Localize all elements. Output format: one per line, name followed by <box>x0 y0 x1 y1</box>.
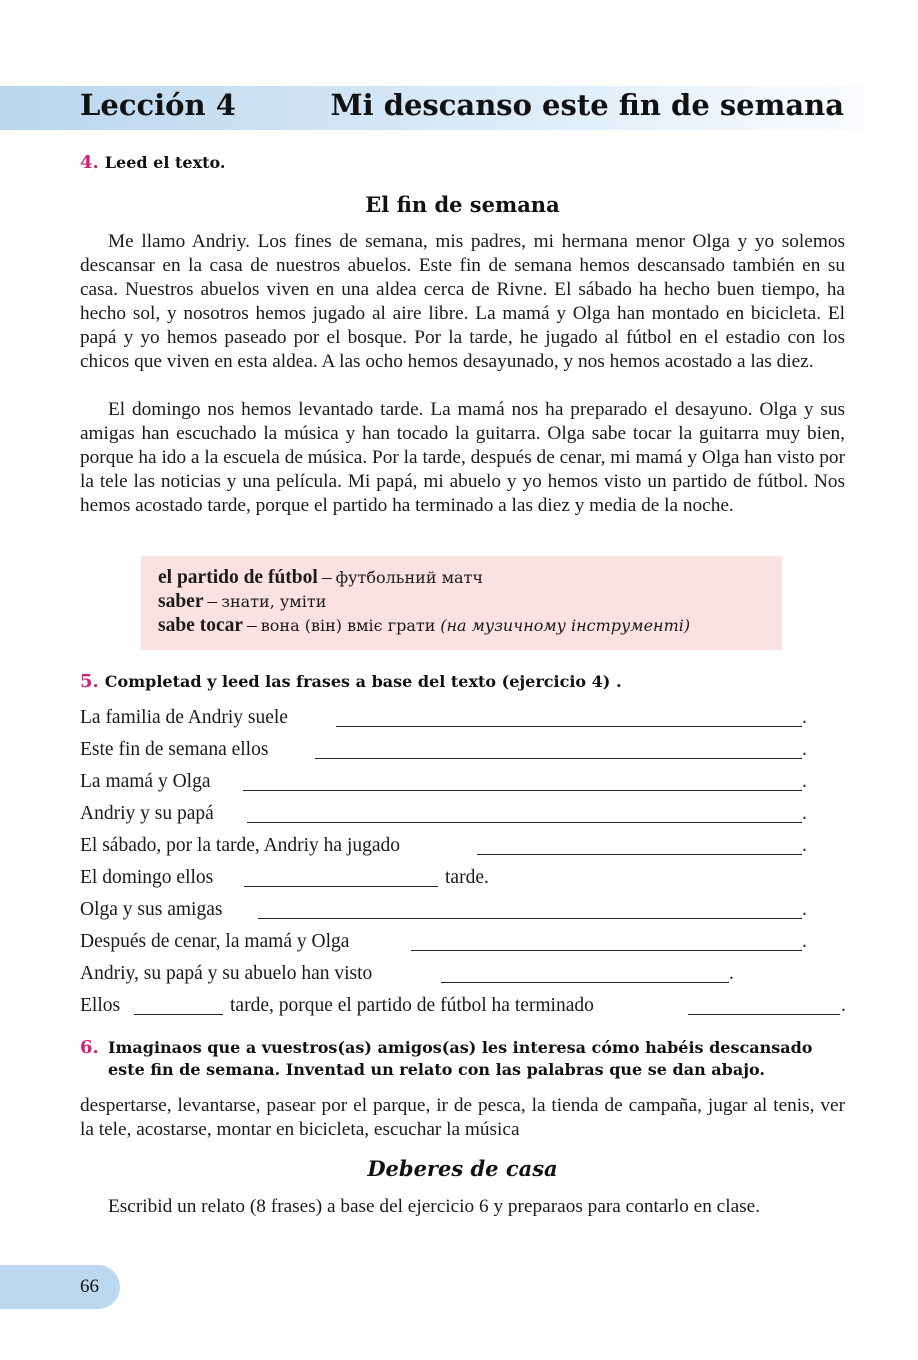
answer-blank[interactable] <box>134 1014 223 1015</box>
vocabulary-term: sabe tocar <box>158 615 244 636</box>
answer-blank[interactable] <box>244 886 438 887</box>
exercise-6-heading <box>80 1037 850 1081</box>
answer-blank[interactable] <box>247 822 802 823</box>
fill-in-row <box>80 864 840 892</box>
text-title: El fin de semana <box>365 192 560 217</box>
answer-blank[interactable] <box>258 918 802 919</box>
exercise-4-heading <box>80 152 850 174</box>
answer-blank[interactable] <box>441 982 729 983</box>
sentence-end: . <box>841 995 846 1016</box>
sentence-end: . <box>802 771 807 792</box>
fill-in-row <box>80 928 840 956</box>
sentence-end: . <box>802 931 807 952</box>
lesson-number: Lección 4 <box>80 88 236 122</box>
sentence-start: La familia de Andriy suele <box>80 707 288 728</box>
vocabulary-item <box>158 590 326 614</box>
exercise-6-instruction: Imaginaos que a vuestros(as) amigos(as) les interesa cómo habéis descansado este fin de semana. Inventad un relato con las palabras que se dan abajo. <box>108 1038 813 1079</box>
sentence-start: Andriy, su papá y su abuelo han visto <box>80 963 373 984</box>
vocabulary-term: saber <box>158 591 204 612</box>
vocabulary-item <box>158 614 690 638</box>
sentence-start: Este fin de semana ellos <box>80 739 269 760</box>
lesson-title: Mi descanso este fin de semana <box>330 88 844 122</box>
fill-in-row <box>80 768 840 796</box>
sentence-start: Olga y sus amigas <box>80 899 223 920</box>
sentence-start: El domingo ellos <box>80 867 214 888</box>
answer-blank[interactable] <box>477 854 802 855</box>
exercise-5-number: 5. <box>80 671 99 692</box>
vocabulary-note: (на музичному інструменті) <box>440 616 691 635</box>
fill-in-row <box>80 736 840 764</box>
exercise-5-heading <box>80 671 850 693</box>
sentence-end: . <box>802 899 807 920</box>
sentence-end: . <box>729 963 734 984</box>
sentence-start: El sábado, por la tarde, Andriy ha jugado <box>80 835 401 856</box>
fill-in-row <box>80 960 840 988</box>
vocabulary-dash: – <box>321 567 332 588</box>
reading-paragraph-2: El domingo nos hemos levantado tarde. La mamá nos ha preparado el desayuno. Olga y sus amigas han escuchado la música y han tocado la guitarra. Olga sabe tocar la guitarra muy bien, porque ha ido a la escuela de música. Por la tarde, después de cenar, mi mamá y Olga han visto por la tele las noticias y una película. Mi papá, mi abuelo y yo hemos visto un partido de fútbol. Nos hemos acostado tarde, porque el partido ha terminado a las diez y media de la noche. <box>80 399 845 516</box>
fill-in-row <box>80 704 840 732</box>
vocabulary-translation: вона (він) вміє грати <box>260 616 436 635</box>
sentence-start: Andriy y su papá <box>80 803 214 824</box>
answer-blank[interactable] <box>411 950 802 951</box>
vocabulary-term: el partido de fútbol <box>158 567 318 588</box>
vocabulary-translation: знати, уміти <box>221 592 327 611</box>
sentence-start: Ellos <box>80 995 121 1016</box>
vocabulary-dash: – <box>247 615 257 636</box>
exercise-6-number: 6. <box>80 1037 99 1058</box>
fill-in-row <box>80 832 840 860</box>
answer-blank[interactable] <box>315 758 802 759</box>
sentence-end: . <box>802 739 807 760</box>
exercise-5-instruction: Completad y leed las frases a base del texto (ejercicio 4) . <box>104 672 622 691</box>
sentence-end: . <box>802 835 807 856</box>
homework-text: Escribid un relato (8 frases) a base del ejercicio 6 y preparaos para contarlo en clase. <box>108 1196 761 1217</box>
answer-blank[interactable] <box>688 1014 840 1015</box>
fill-in-row <box>80 896 840 924</box>
sentence-end: . <box>802 803 807 824</box>
sentence-start: Después de cenar, la mamá y Olga <box>80 931 350 952</box>
vocabulary-item <box>158 566 483 590</box>
homework-title: Deberes de casa <box>367 1156 558 1181</box>
page-number-tab <box>0 1265 120 1309</box>
page-number: 66 <box>80 1276 99 1297</box>
vocabulary-translation: футбольний матч <box>335 568 483 587</box>
vocabulary-dash: – <box>207 591 218 612</box>
sentence-start: La mamá y Olga <box>80 771 211 792</box>
exercise-4-number: 4. <box>80 152 99 173</box>
reading-paragraph-1: Me llamo Andriy. Los fines de semana, mis padres, mi hermana menor Olga y yo solemos descansar en la casa de nuestros abuelos. Este fin de semana hemos descansado también en su casa. Nuestros abuelos viven en una aldea cerca de Rivne. El sábado ha hecho buen tiempo, ha hecho sol, y nosotros hemos jugado al aire libre. La mamá y Olga han montado en bicicleta. El papá y yo hemos paseado por el bosque. Por la tarde, he jugado al fútbol en el estadio con los chicos que viven en esta aldea. A las ocho hemos desayunado, y nos hemos acostado a las diez. <box>80 231 845 372</box>
sentence-end: . <box>802 707 807 728</box>
sentence-middle: tarde, porque el partido de fútbol ha terminado <box>230 995 594 1016</box>
fill-in-row <box>80 800 840 828</box>
answer-blank[interactable] <box>243 790 802 791</box>
exercise-4-instruction: Leed el texto. <box>104 153 226 172</box>
word-list: despertarse, levantarse, pasear por el parque, ir de pesca, la tienda de campaña, jugar al tenis, ver la tele, acostarse, montar en bicicleta, escuchar la música <box>80 1095 845 1140</box>
sentence-end: tarde. <box>445 867 489 888</box>
answer-blank[interactable] <box>336 726 802 727</box>
fill-in-row <box>80 992 850 1020</box>
